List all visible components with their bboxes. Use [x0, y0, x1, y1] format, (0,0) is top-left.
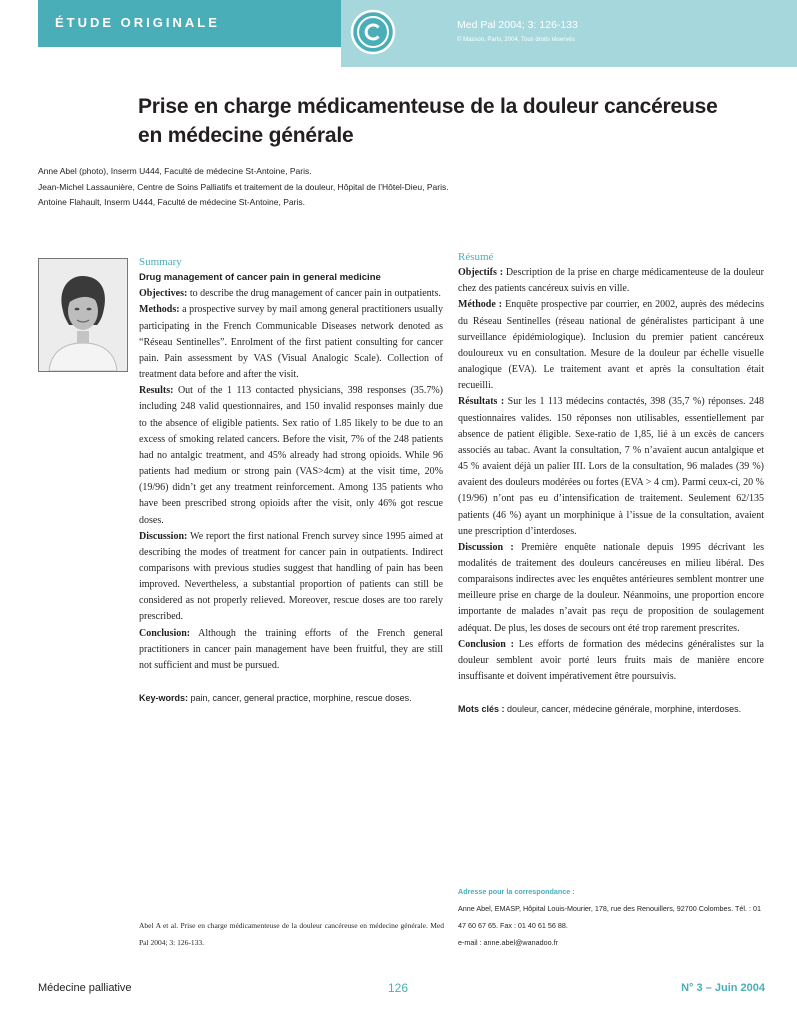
summary-discussion: [139, 529, 443, 626]
summary-keywords: [139, 690, 443, 706]
methode-text: Enquête prospective par courrier, en 2002, auprès des médecins du Réseau Sentinelles (réseau national de généralistes participant à une surveillance épidémiologique). Inclusion du premier patient cancéreux douloureux vu en consultation. Mesure de la douleur par échelle visuelle analogique (EVA). Le traitement avant et après la consultation était recueilli.: [458, 299, 764, 392]
footer-journal: Médecine palliative: [38, 982, 132, 994]
discussion-label: Discussion:: [139, 530, 188, 542]
correspondence-address: Anne Abel, EMASP, Hôpital Louis-Mourier, 178, rue des Renouillers, 92700 Colombes. Tél. : 01 47 60 67 65. Fax : 01 40 61 56 88.: [458, 904, 761, 930]
summary-objectives: [139, 286, 443, 302]
summary-column: [139, 254, 443, 706]
resume-keywords: [458, 701, 764, 717]
results-text: Out of the 1 113 contacted physicians, 398 responses (35.7%) including 248 valid questionnaires, and 150 invalid responses mainly due to the absence of eligible patients. Sex ratio of 1.85 likely to be due to an excess of smoking related cancers. Before the visit, 7% of the 248 patients had no antalgic treatment, and 45% already had strong opioids. While 96 patients had medium or strong pain (VAS>4cm) at the visit time, 20% (19/96) didn’t get any treatment reinforcement. Among 135 patients who have been prescribed strong opioids after the visit, only 46% got rescue doses.: [139, 385, 443, 526]
header-band-right: [341, 0, 797, 67]
methods-text: a prospective survey by mail among general practitioners usually participating in the French Communicable Diseases network denoted as “Réseau Sentinelles”. Enrolment of the first patient consulting for cancer pain. Pain assessment by VAS (Visual Analogic Scale). Collection of treatment data before and after the visit.: [139, 304, 443, 381]
summary-conclusion: [139, 626, 443, 674]
copyright-icon: [349, 8, 397, 56]
discussion-text-fr: Première enquête nationale depuis 1995 décrivant les modalités de traitement des douleurs cancéreuses en milieu libéral. Des comparaisons indirectes avec les enquêtes antérieures semblent montrer une meilleure prise en charge de la douleur. Néanmoins, une proportion encore importante de malades n’avait pas reçu de proposition de soulagement adéquat. De plus, les doses de secours ont été trop rarement prescrites.: [458, 541, 764, 634]
resume-resultats: [458, 394, 764, 539]
resume-heading: Résumé: [458, 251, 494, 263]
resume-methode: [458, 297, 764, 394]
keywords-label: Key-words:: [139, 693, 189, 704]
rights-notice: © Masson, Paris, 2004, Tous droits réservés: [457, 37, 575, 43]
summary-methods: [139, 302, 443, 383]
methods-label: Methods:: [139, 304, 180, 316]
methode-label: Méthode :: [458, 299, 503, 311]
summary-subtitle: Drug management of cancer pain in general medicine: [139, 272, 381, 284]
keywords-text: pain, cancer, general practice, morphine, rescue doses.: [188, 693, 412, 704]
summary-heading: Summary: [139, 256, 182, 268]
article-title: [138, 92, 738, 150]
objectifs-text: Description de la prise en charge médicamenteuse de la douleur chez des patients cancéreux suivis en ville.: [458, 267, 764, 295]
correspondence-email: e-mail : anne.abel@wanadoo.fr: [458, 938, 558, 947]
correspondence-block: [458, 883, 768, 951]
mots-cles-label: Mots clés :: [458, 704, 505, 715]
resume-conclusion: [458, 637, 764, 685]
portrait-image: [39, 259, 127, 371]
discussion-text: We report the first national French survey since 1995 aimed at describing the modes of treatment for cancer pain in outpatients. Indirect comparisons with previous studies suggest that handling of pain has been improved. Nevertheless, a substantial proportion of patients can still be considered as not properly relieved. Moreover, rescue doses are too rarely prescribed.: [139, 530, 443, 623]
title-line-2: en médecine générale: [138, 124, 354, 147]
author-item: Jean-Michel Lassaunière, Centre de Soins Palliatifs et traitement de la douleur, Hôpital de l’Hôtel-Dieu, Paris.: [38, 181, 449, 192]
journal-reference: Med Pal 2004; 3: 126-133: [457, 19, 578, 31]
section-label: ÉTUDE ORIGINALE: [55, 15, 220, 30]
resultats-label: Résultats :: [458, 396, 505, 408]
author-item: Anne Abel (photo), Inserm U444, Faculté de médecine St-Antoine, Paris.: [38, 166, 312, 176]
results-label: Results:: [139, 385, 174, 397]
author-photo: [38, 258, 128, 372]
resultats-text: Sur les 1 113 médecins contactés, 398 (35,7 %) réponses. 248 questionnaires valides. 150 réponses non utilisables, essentiellement par absence de patient éligible. Sexe-ratio de 1,85, lié à un excès de cancers associés au tabac. Avant la consultation, 7 % n’avaient aucun antalgique et 45 % avaient déjà un palier III. Lors de la consultation, 96 malades (39 %) avaient des douleurs modérées ou fortes (EVA > 4 cm). Parmi ceux-ci, 20 % (19/96) n’ont pas eu d’intensification de traitement. Seulement 62/135 patients (46 %) ayant un morphinique à l’issue de la consultation, avaient une prescription d’interdoses.: [458, 396, 764, 537]
summary-results: [139, 383, 443, 528]
mots-cles-text: douleur, cancer, médecine générale, morphine, interdoses.: [504, 704, 742, 715]
footer-page-number: 126: [388, 981, 409, 995]
objectives-label: Objectives:: [139, 288, 188, 300]
author-item: Antoine Flahault, Inserm U444, Faculté de médecine St-Antoine, Paris.: [38, 197, 305, 207]
conclusion-label-fr: Conclusion :: [458, 638, 514, 650]
objectives-text: to describe the drug management of cancer pain in outpatients.: [187, 288, 441, 300]
conclusion-text-fr: Les efforts de formation des médecins généralistes sur la douleur semblent avoir porté leurs fruits mais de manière encore insuffisante et doivent impérativement être poursuivis.: [458, 638, 765, 683]
resume-discussion: [458, 540, 764, 637]
author-list: [38, 164, 449, 211]
title-line-1: Prise en charge médicamenteuse de la douleur cancéreuse: [138, 95, 718, 118]
correspondence-heading: Adresse pour la correspondance :: [458, 887, 575, 896]
conclusion-text: Although the training efforts of the French general practitioners in cancer pain management have been fruitful, they are still not sufficient and must be pursued.: [139, 627, 443, 671]
resume-objectifs: [458, 265, 764, 297]
citation-note: Abel A et al. Prise en charge médicamenteuse de la douleur cancéreuse en médecine générale. Med Pal 2004; 3: 126-133.: [139, 921, 444, 947]
discussion-label-fr: Discussion :: [458, 541, 514, 553]
footer-issue: N° 3 – Juin 2004: [681, 982, 765, 994]
conclusion-label: Conclusion:: [139, 627, 191, 639]
objectifs-label: Objectifs :: [458, 267, 504, 279]
resume-column: [458, 249, 764, 717]
